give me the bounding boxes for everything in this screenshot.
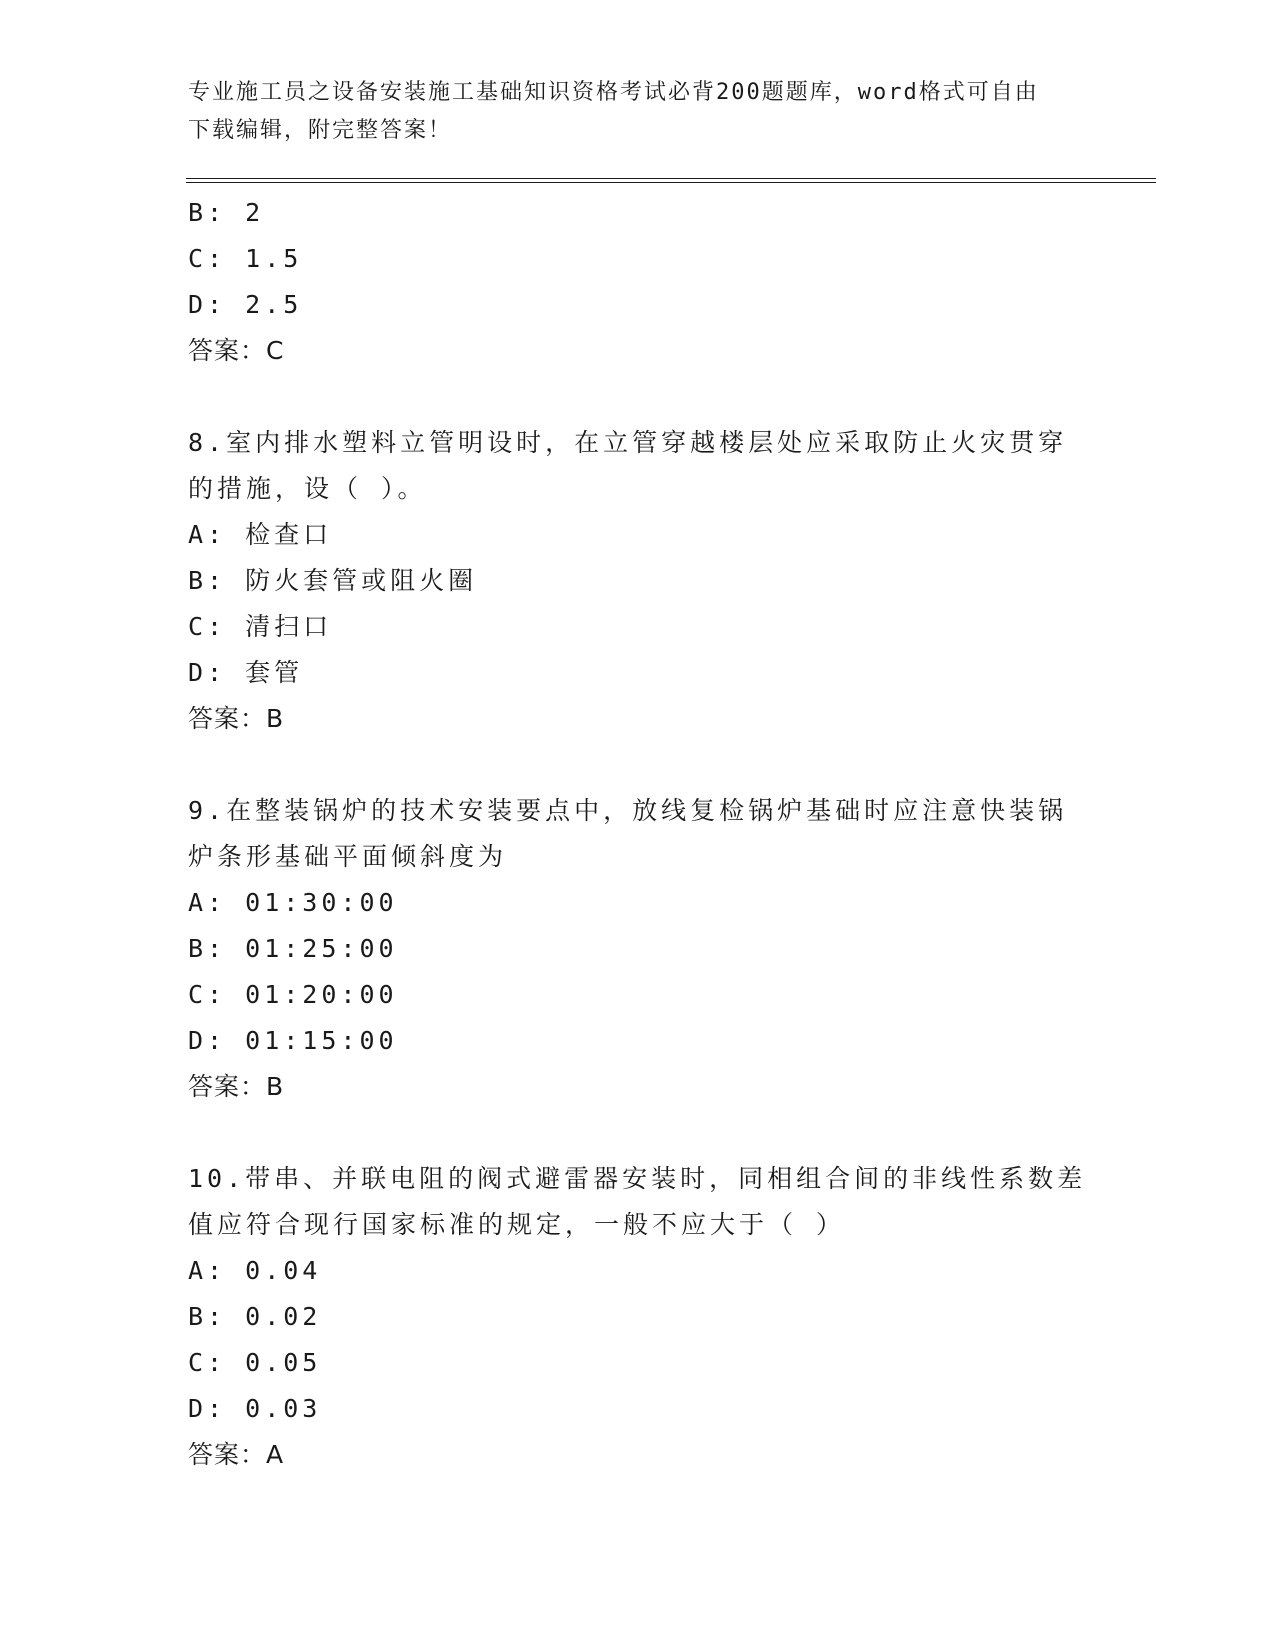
question-stem-line-1: 8.室内排水塑料立管明设时，在立管穿越楼层处应采取防止火灾贯穿 — [188, 428, 1068, 457]
question-stem-line-1: 9.在整装锅炉的技术安装要点中，放线复检锅炉基础时应注意快装锅 — [188, 796, 1068, 825]
option-d: D: 套管 — [188, 658, 304, 687]
option-a: A: 检查口 — [188, 520, 333, 549]
question-stem-line-2: 炉条形基础平面倾斜度为 — [188, 842, 508, 871]
spacer — [188, 1110, 1148, 1156]
option-c: C: 0.05 — [188, 1348, 322, 1377]
question-9 — [188, 788, 1148, 1110]
answer-line: 答案：B — [188, 704, 285, 733]
spacer — [188, 374, 1148, 420]
option-a: A: 0.04 — [188, 1256, 322, 1285]
question-stem-line-2: 值应符合现行国家标准的规定，一般不应大于（ ） — [188, 1210, 846, 1239]
answer-line: 答案：C — [188, 336, 285, 365]
option-d: D: 01:15:00 — [188, 1026, 398, 1055]
answer-line: 答案：B — [188, 1072, 285, 1101]
question-8 — [188, 420, 1148, 742]
question-10 — [188, 1156, 1148, 1478]
question-stem-line-1: 10.带串、并联电阻的阀式避雷器安装时，同相组合间的非线性系数差 — [188, 1164, 1087, 1193]
option-d: D: 2.5 — [188, 290, 303, 319]
option-b: B: 0.02 — [188, 1302, 322, 1331]
option-b: B: 01:25:00 — [188, 934, 398, 963]
answer-line: 答案：A — [188, 1440, 285, 1469]
spacer — [188, 742, 1148, 788]
header-divider-top — [186, 178, 1156, 179]
option-d: D: 0.03 — [188, 1394, 322, 1423]
header-line-1: 专业施工员之设备安装施工基础知识资格考试必背200题题库，word格式可自由 — [188, 80, 1039, 105]
question-7-tail — [188, 190, 1148, 374]
document-header — [188, 74, 1088, 150]
option-a: A: 01:30:00 — [188, 888, 398, 917]
option-c: C: 1.5 — [188, 244, 303, 273]
header-line-2: 下载编辑，附完整答案！ — [188, 118, 453, 143]
option-c: C: 01:20:00 — [188, 980, 398, 1009]
option-c: C: 清扫口 — [188, 612, 333, 641]
option-b: B: 防火套管或阻火圈 — [188, 566, 478, 595]
question-list — [188, 190, 1148, 1478]
header-divider-bottom — [186, 182, 1156, 183]
option-b: B: 2 — [188, 198, 265, 227]
question-stem-line-2: 的措施，设（ ）。 — [188, 474, 427, 503]
